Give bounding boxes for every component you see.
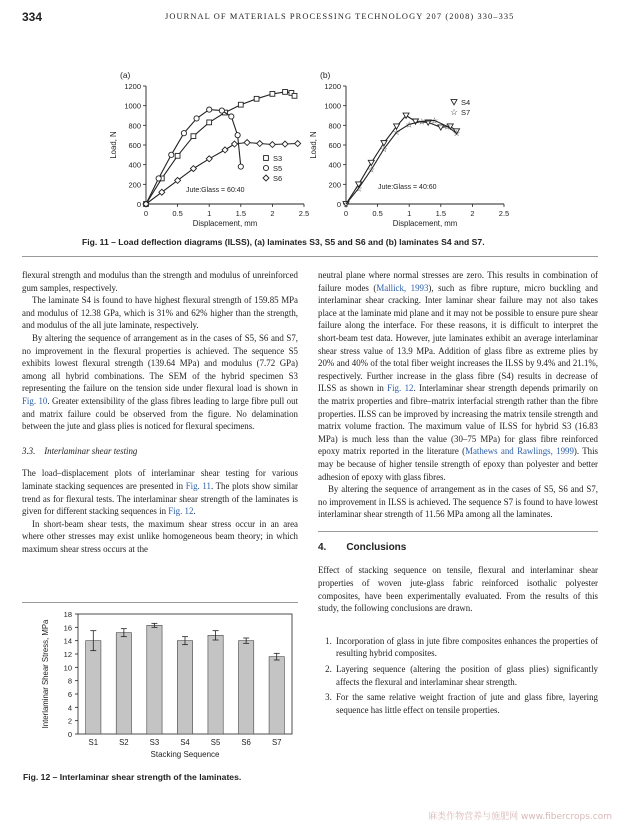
data-point [175,153,180,158]
y-tick-label: 800 [328,121,341,131]
journal-title: JOURNAL OF MATERIALS PROCESSING TECHNOLOGY 207 (2008) 330–335 [165,12,515,21]
data-point [238,164,243,169]
x-tick-label: S1 [88,738,99,747]
y-tick-label: 18 [63,610,72,619]
mallick-citation-link[interactable]: Mallick, 1993 [376,282,429,293]
paragraph [318,269,598,483]
text-run: By altering the sequence of arrangement as in the cases of S5, S6 and S7, no improvement in the flexural properties is achieved. The sequence S5 exhibits lowest flexural strength (139.64 MPa) and modulus (7.72 GPa) among all hybrid combinations. The SEM of the hybrid specimen S3 representing the failure on the tension side under flexural load is shown in [22,332,298,394]
conclusions-list [318,635,598,717]
data-point [169,152,174,157]
bar [116,633,131,734]
bar [269,657,284,734]
x-tick-label: S5 [210,738,221,747]
left-column [22,269,298,555]
y-tick-label: 0 [136,200,141,209]
y-tick-label: 400 [328,160,341,170]
paragraph [22,467,298,517]
data-point [181,131,186,136]
text-run: . Greater extensibility of the glass fibres leading to large fibre pull out and matrix failure could be observed from the figure. No delamination between the jute and glass plies is noticed for flexural specimens. [22,395,298,432]
y-tick-label: 200 [328,180,341,190]
fig10-link[interactable]: Fig. 10 [22,395,48,406]
data-point [269,142,275,148]
x-tick-label: 0 [343,209,349,218]
series-line [346,120,457,204]
x-axis-label: Displacement, mm [392,219,458,228]
y-tick-label: 14 [63,636,72,646]
data-point [282,141,288,147]
text-run: . The plots show similar trend as for flexural tests. The interlaminar shear strength of the laminates is given for different stacking sequences in [22,480,298,517]
text-run: . [193,506,196,517]
data-point [244,140,250,146]
fig12-caption: Fig. 12 – Interlaminar shear strength of the laminates. [23,772,242,782]
paragraph: The laminate S4 is found to have highest flexural strength of 159.85 MPa and modulus of 12.38 GPa, which is 31% and 62% higher than the strength, and modulus of the all jute laminate, respectively. [22,295,298,331]
fig11b-chart [309,70,509,228]
y-tick-label: 0 [67,730,72,739]
mathews-citation-link[interactable]: Mathews and Rawlings, 1999 [465,446,574,457]
y-tick-label: 600 [128,141,141,150]
x-axis-label: Displacement, mm [192,219,258,228]
data-point [229,114,234,119]
text-run: The load–displacement plots of interlaminar shear testing for various laminate stacking sequences are presented in [22,468,298,491]
data-point [191,134,196,139]
section-rule [318,531,598,532]
y-tick-label: 1000 [124,101,141,111]
y-tick-label: 1000 [324,101,341,111]
y-tick-label: 800 [128,121,141,131]
watermark: 麻类作物营养与施肥网 www.fibercrops.com [428,812,612,822]
data-point [231,141,237,147]
y-axis-label: Load, N [309,131,318,159]
page-number: 334 [22,10,43,24]
fig11-link[interactable]: Fig. 11 [185,480,211,491]
data-point [264,156,269,161]
legend-entry: S7 [461,108,471,117]
data-point [263,165,268,170]
data-point [257,141,263,147]
fig12-link[interactable]: Fig. 12 [387,383,414,394]
x-axis-label: Stacking Sequence [150,750,220,759]
x-tick-label: 0.5 [172,209,183,218]
bar [208,635,223,734]
data-point: ☆ [354,183,363,194]
paragraph: In short-beam shear tests, the maximum shear stress occur in an area where other stresses may exist unlike homogeneous beam theory; in which maximum shear stress occurs at the [22,518,298,554]
x-tick-label: S6 [241,738,251,747]
fig12-rule [22,602,298,603]
data-point [254,96,259,101]
y-tick-label: 4 [67,703,72,713]
legend-entry: S4 [461,98,471,107]
section-heading: 3.3. Interlaminar shear testing [22,445,138,456]
panel-label: (a) [120,70,131,80]
x-tick-label: 1 [407,209,412,218]
right-column [318,269,598,719]
data-point: ☆ [452,128,461,139]
series-s7 [342,115,461,209]
paragraph: Effect of stacking sequence on tensile, flexural and interlaminar shear properties of woven jute-glass fabric reinforced isothalic polyester composites, have been experimentally evaluated. From the results of this study, the following conclusions are drawn. [318,565,598,614]
data-point: ☆ [392,127,401,138]
y-tick-label: 1200 [324,82,341,91]
x-tick-label: 1.5 [235,209,247,218]
fig11a-chart [109,70,309,228]
y-tick-label: 400 [128,160,141,170]
y-tick-label: 12 [63,650,72,659]
data-point: ☆ [367,164,376,175]
bar [239,641,254,734]
legend-entry: S5 [273,164,283,173]
x-tick-label: 2.5 [298,209,310,218]
text-run: . Interlaminar shear strength depends primarily on the matrix properties and fibre–matrix interfacial strength rather than the fibre properties. ILSS can be improved by increasing the matrix tensile strength and matrix volume fraction. The maximum value of ILSS for hybrid S3 (16.83 MPa) is much less than the value (30–75 MPa) for glass fibre reinforced epoxy matrix reported in the literature ( [318,383,598,457]
conclusion-item: 3. For the same relative weight fraction of jute and glass fibre, layering sequence has little effect on tensile properties. [334,691,598,716]
paragraph [22,332,298,433]
y-tick-label: 600 [328,141,341,150]
x-tick-label: S4 [180,738,190,747]
panel-label: (b) [320,70,331,80]
fig11-charts [100,62,520,230]
data-point [292,93,297,98]
x-tick-label: 2 [470,209,475,218]
legend [263,154,282,183]
x-tick-label: 0.5 [372,209,383,218]
data-point [263,175,269,181]
data-point: ☆ [430,115,439,126]
data-point [156,176,161,181]
conclusion-item: 1. Incorporation of glass in jute fibre composites enhances the properties of resulting hybrid composites. [334,635,598,660]
legend-entry: S6 [273,174,283,183]
data-point: ☆ [450,107,458,117]
data-point [238,102,243,107]
caption-rule [22,256,598,257]
x-tick-label: 2.5 [498,209,510,218]
bar [86,641,101,734]
x-tick-label: 1 [207,209,212,218]
section-heading: 4. Conclusions [318,541,407,553]
data-point: ☆ [380,143,388,154]
data-point: ☆ [418,116,426,127]
y-tick-label: 8 [67,676,72,686]
x-tick-label: S7 [271,738,282,747]
fig11-caption: Fig. 11 – Load deflection diagrams (ILSS), (a) laminates S3, S5 and S6 and (b) laminates S4 and S7. [82,237,485,247]
data-point [207,107,212,112]
bar-chart [41,610,292,759]
y-tick-label: 16 [63,623,72,633]
y-tick-label: 1200 [124,82,141,91]
data-point [235,133,240,138]
data-point [270,91,275,96]
data-point [451,100,457,105]
y-axis-label: Interlaminar Shear Stress, MPa [41,619,50,729]
legend [450,98,470,117]
x-tick-label: 1.5 [435,209,447,218]
y-tick-label: 6 [67,690,72,699]
paragraph: flexural strength and modulus than the strength and modulus of unreinforced gum samples, respectively. [22,270,298,293]
text-run: ). This may be because of higher tensile strength of epoxy than polyester and better adhesion of epoxy with glass fibres. [318,446,599,482]
paragraph: By altering the sequence of arrangement as in the cases of S5, S6 and S7, no improvement in ILSS is achieved. The sequence S7 is found to have lowest interlaminar shear strength of 11.56 MPa among all the laminates. [318,484,598,520]
bar [147,625,162,734]
text-run: ), such as fibre rupture, micro buckling and interlaminar shear cracking. Inter laminar shear failure may not also takes place at the laminate mid plane and it may not be possible to ensure pure shear failure along the interface. For these reasons, it is difficult to interpret the short-beam test data. However, jute laminates exhibit an average interlaminar shear stress value of 13.9 MPa. Addition of glass fibre as extreme plies by 20% and 40% of the total fiber weight increases the ILSS by 9.4% and 21.1%, respectively. Further increase in the glass fibre (S4) results in decrease of ILSS as shown in [318,282,598,394]
text-run: neutral plane where normal stresses are zero. This results in combination of failure modes ( [318,270,598,293]
data-point [295,141,301,147]
x-tick-label: 2 [270,209,275,218]
fig12-chart [22,606,298,766]
bar [177,641,192,734]
y-tick-label: 0 [336,200,341,209]
x-tick-label: S3 [149,738,160,747]
ratio-annotation: Jute:Glass = 60:40 [186,187,245,194]
y-tick-label: 10 [63,663,72,673]
conclusion-item: 2. Layering sequence (altering the position of glass plies) significantly affects the flexural and interlaminar shear strength. [334,663,598,688]
y-tick-label: 200 [128,180,141,190]
fig12-link[interactable]: Fig. 12 [168,506,194,517]
legend-entry: S3 [273,154,283,163]
data-point: ☆ [443,121,451,132]
data-point [222,147,228,153]
data-point: ☆ [342,199,350,209]
x-tick-label: 0 [143,209,149,218]
y-tick-label: 2 [67,716,72,726]
data-point [219,108,224,113]
data-point [207,120,212,125]
x-tick-label: S2 [119,738,129,747]
data-point [194,116,199,121]
data-point: ☆ [405,119,414,130]
y-axis-label: Load, N [109,131,118,159]
data-point [283,90,288,95]
ratio-annotation: Jute:Glass = 40:60 [378,184,437,191]
data-point [206,156,212,162]
